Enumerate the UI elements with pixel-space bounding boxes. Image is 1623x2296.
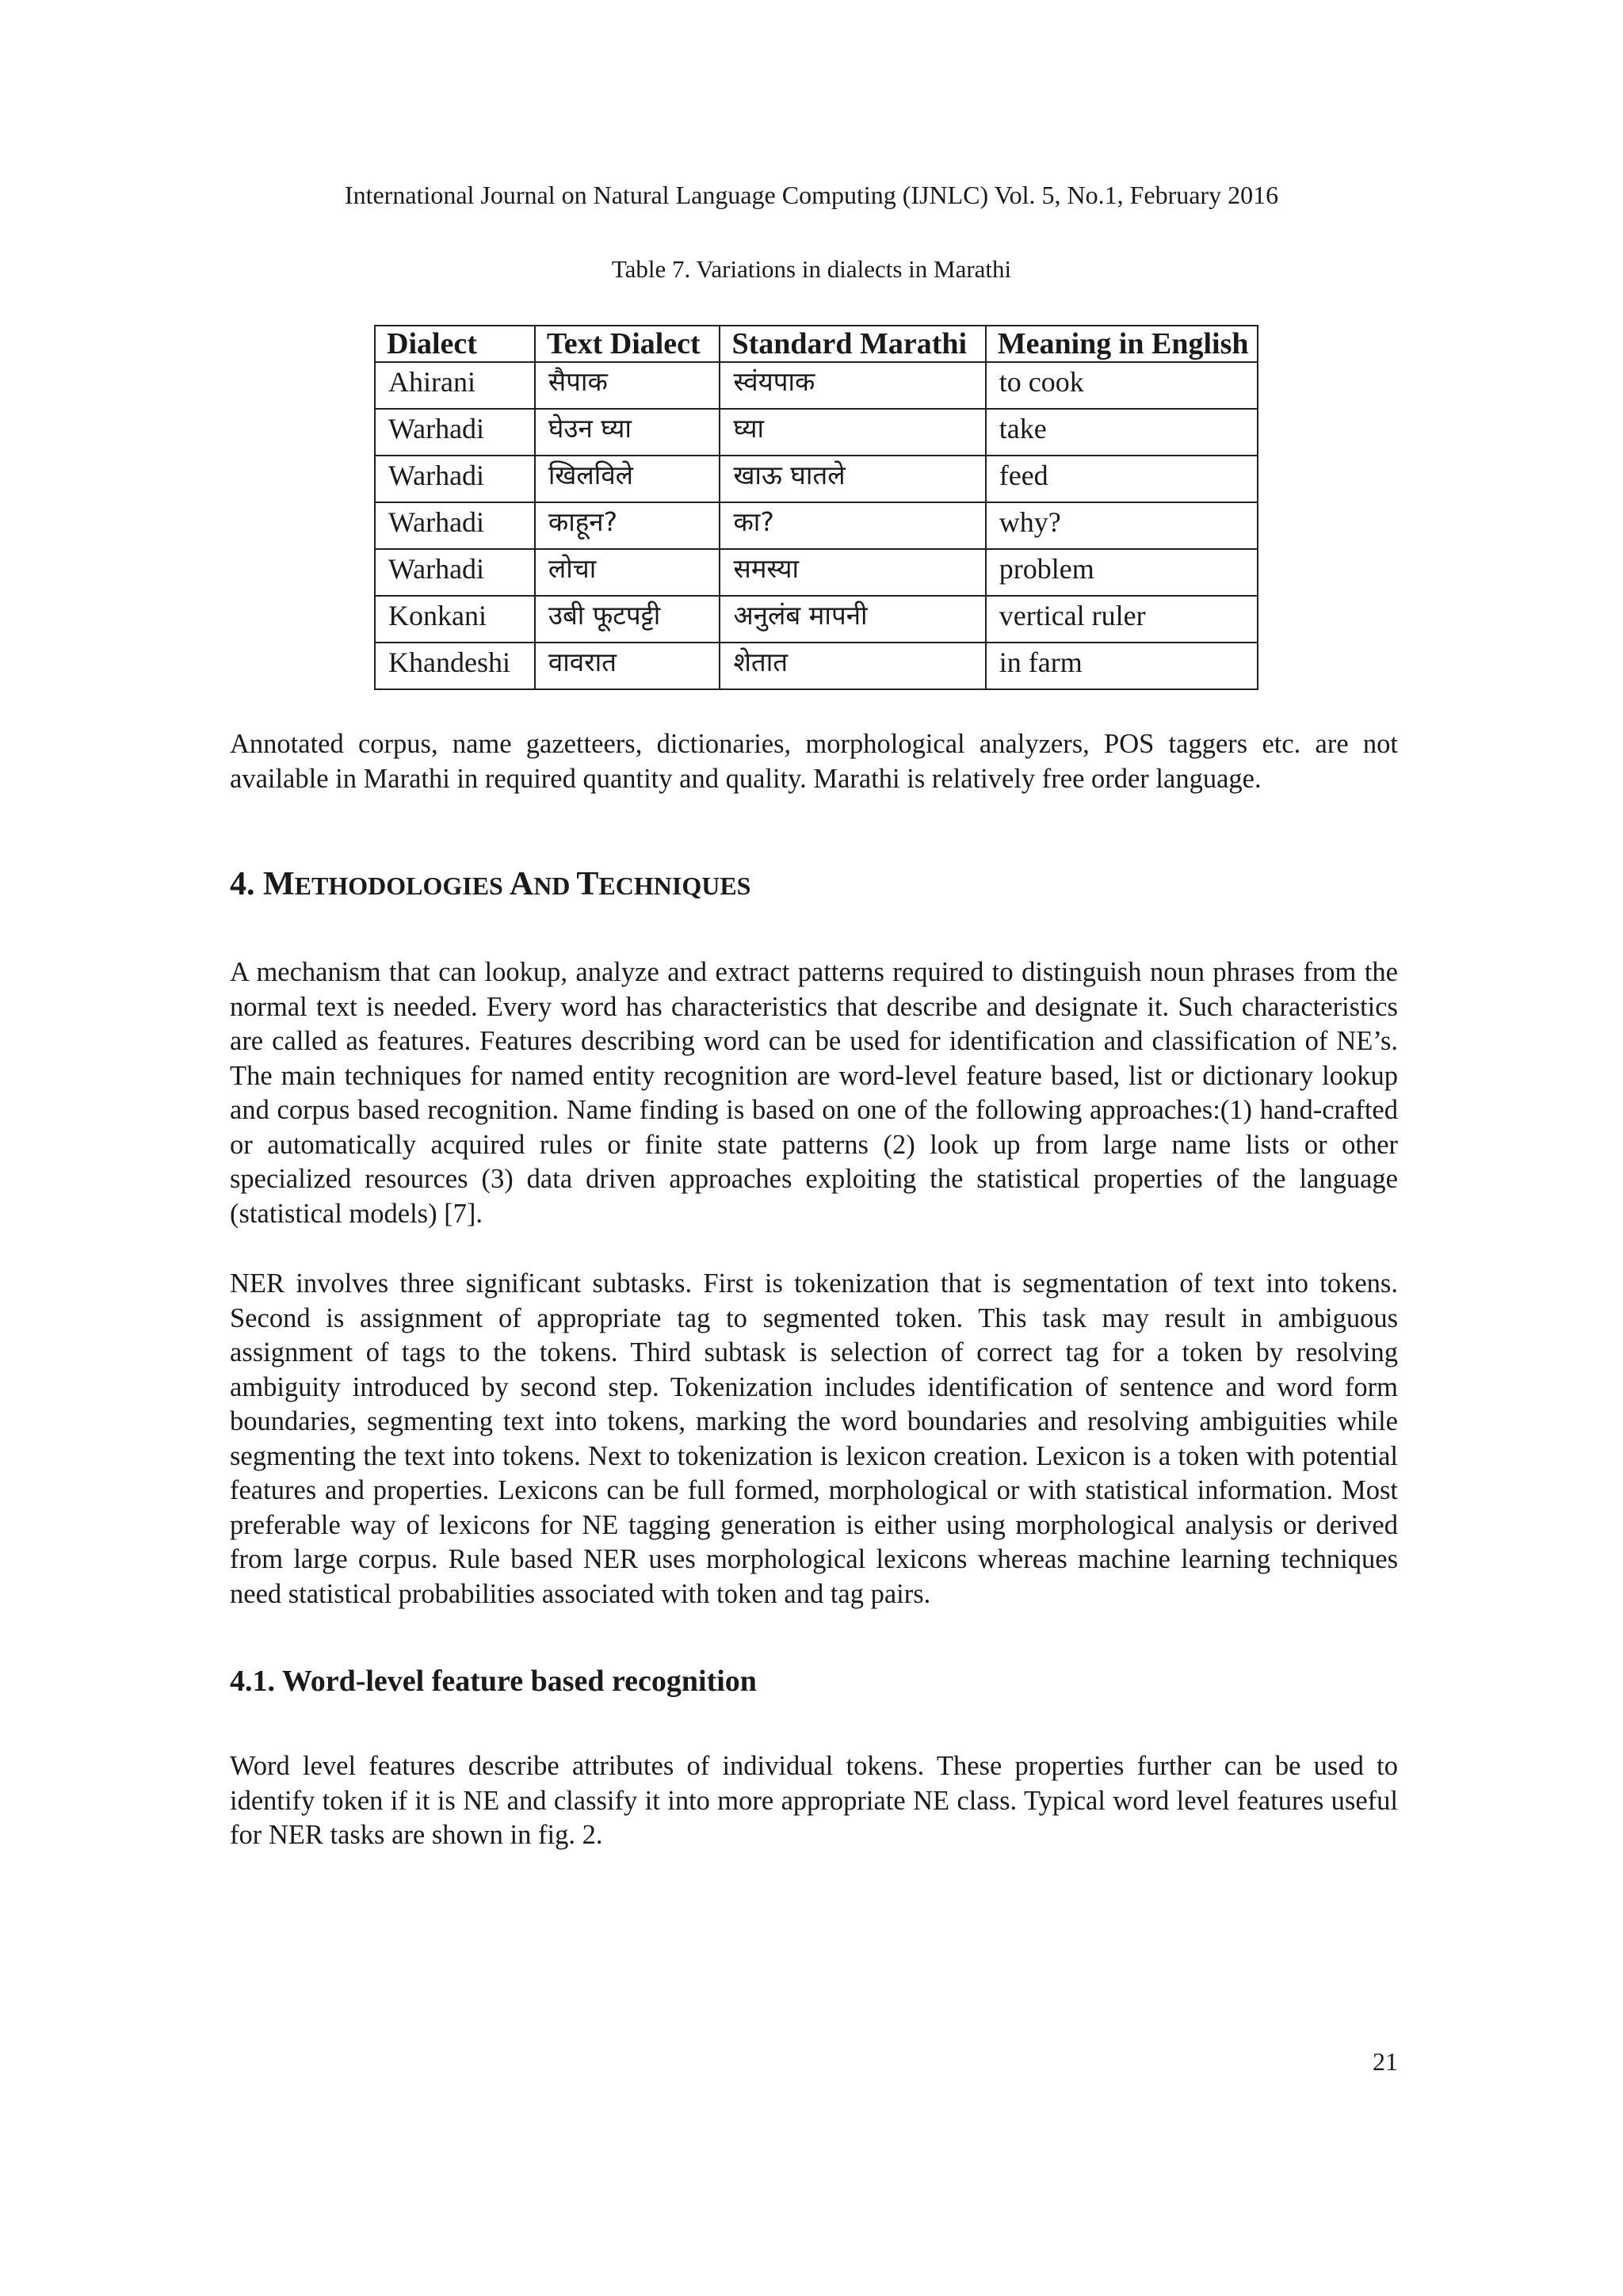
paragraph-resources: Annotated corpus, name gazetteers, dictionaries, morphological analyzers, POS taggers etc. are not available in Marathi in required quantity and quality. Marathi is relatively free order language. (230, 729, 1398, 794)
dialect-cell: Konkani (375, 596, 535, 643)
dialect-variations-table (374, 325, 1258, 690)
table-header-row (375, 326, 1258, 362)
column-header: Text Dialect (535, 326, 720, 362)
text-dialect-cell: उबी फूटपट्टी (535, 596, 720, 643)
text-dialect-cell: वावरात (535, 643, 720, 689)
table-row (375, 549, 1258, 596)
running-header: International Journal on Natural Language Computing (IJNLC) Vol. 5, No.1, February 2016 (344, 181, 1279, 209)
text-dialect-cell: घेउन घ्या (535, 409, 720, 456)
text-dialect-cell: लोचा (535, 549, 720, 596)
standard-marathi-cell: अनुलंब मापनी (720, 596, 985, 643)
section-title-cap: T (576, 866, 599, 902)
section-title-cap: M (263, 866, 295, 902)
meaning-cell: vertical ruler (986, 596, 1258, 643)
table-row (375, 456, 1258, 502)
meaning-cell: problem (986, 549, 1258, 596)
column-header: Dialect (375, 326, 535, 362)
table-row (375, 643, 1258, 689)
standard-marathi-cell: स्वंयपाक (720, 362, 985, 409)
text-dialect-cell: सैपाक (535, 362, 720, 409)
text-dialect-cell: काहून? (535, 502, 720, 549)
standard-marathi-cell: का? (720, 502, 985, 549)
meaning-cell: why? (986, 502, 1258, 549)
standard-marathi-cell: शेतात (720, 643, 985, 689)
standard-marathi-cell: खाऊ घातले (720, 456, 985, 502)
table-row (375, 362, 1258, 409)
table-row (375, 502, 1258, 549)
dialect-cell: Warhadi (375, 456, 535, 502)
meaning-cell: feed (986, 456, 1258, 502)
section-heading (230, 865, 750, 903)
dialect-cell: Warhadi (375, 549, 535, 596)
dialect-cell: Ahirani (375, 362, 535, 409)
text-dialect-cell: खिलविले (535, 456, 720, 502)
section-title-cap: A (509, 866, 534, 902)
section-title-sc: ND (533, 871, 577, 900)
dialect-cell: Khandeshi (375, 643, 535, 689)
table-row (375, 596, 1258, 643)
column-header: Meaning in English (986, 326, 1258, 362)
meaning-cell: take (986, 409, 1258, 456)
table-row (375, 409, 1258, 456)
meaning-cell: to cook (986, 362, 1258, 409)
section-title-sc: ETHODOLOGIES (294, 871, 510, 900)
paragraph-word-level-features: Word level features describe attributes of individual tokens. These properties further can be used to identify token if it is NE and classify it into more appropriate NE class. Typical word level features useful for NER tasks are shown in fig. 2. (230, 1751, 1398, 1850)
column-header: Standard Marathi (720, 326, 985, 362)
meaning-cell: in farm (986, 643, 1258, 689)
section-title-sc: ECHNIQUES (598, 871, 751, 900)
section-number: 4. (230, 866, 255, 902)
dialect-cell: Warhadi (375, 502, 535, 549)
standard-marathi-cell: समस्या (720, 549, 985, 596)
page-number: 21 (1373, 2047, 1398, 2076)
dialect-cell: Warhadi (375, 409, 535, 456)
subsection-heading: 4.1. Word-level feature based recognition (230, 1665, 757, 1698)
table-caption: Table 7. Variations in dialects in Marathi (611, 255, 1012, 283)
paragraph-mechanism: A mechanism that can lookup, analyze and extract patterns required to distinguish noun phrases from the normal text is needed. Every word has characteristics that describe and designate it. Such characteristics are called as features. Features describing word can be used for identification and classification of NE’s. The main techniques for named entity recognition are word-level feature based, list or dictionary lookup and corpus based recognition. Name finding is based on one of the following approaches:(1) hand-crafted or automatically acquired rules or finite state patterns (2) look up from large name lists or other specialized resources (3) data driven approaches exploiting the statistical properties of the language (statistical models) [7]. (230, 957, 1398, 1229)
paragraph-ner-subtasks: NER involves three significant subtasks. First is tokenization that is segmentation of text into tokens. Second is assignment of appropriate tag to segmented token. This task may result in ambiguous assignment of tags to the tokens. Third subtask is selection of correct tag for a token by resolving ambiguity introduced by second step. Tokenization includes identification of sentence and word form boundaries, segmenting text into tokens, marking the word boundaries and resolving ambiguities while segmenting the text into tokens. Next to tokenization is lexicon creation. Lexicon is a token with potential features and properties. Lexicons can be full formed, morphological or with statistical information. Most preferable way of lexicons for NE tagging generation is either using morphological analysis or derived from large corpus. Rule based NER uses morphological lexicons whereas machine learning techniques need statistical probabilities associated with token and tag pairs. (230, 1268, 1398, 1609)
standard-marathi-cell: घ्या (720, 409, 985, 456)
